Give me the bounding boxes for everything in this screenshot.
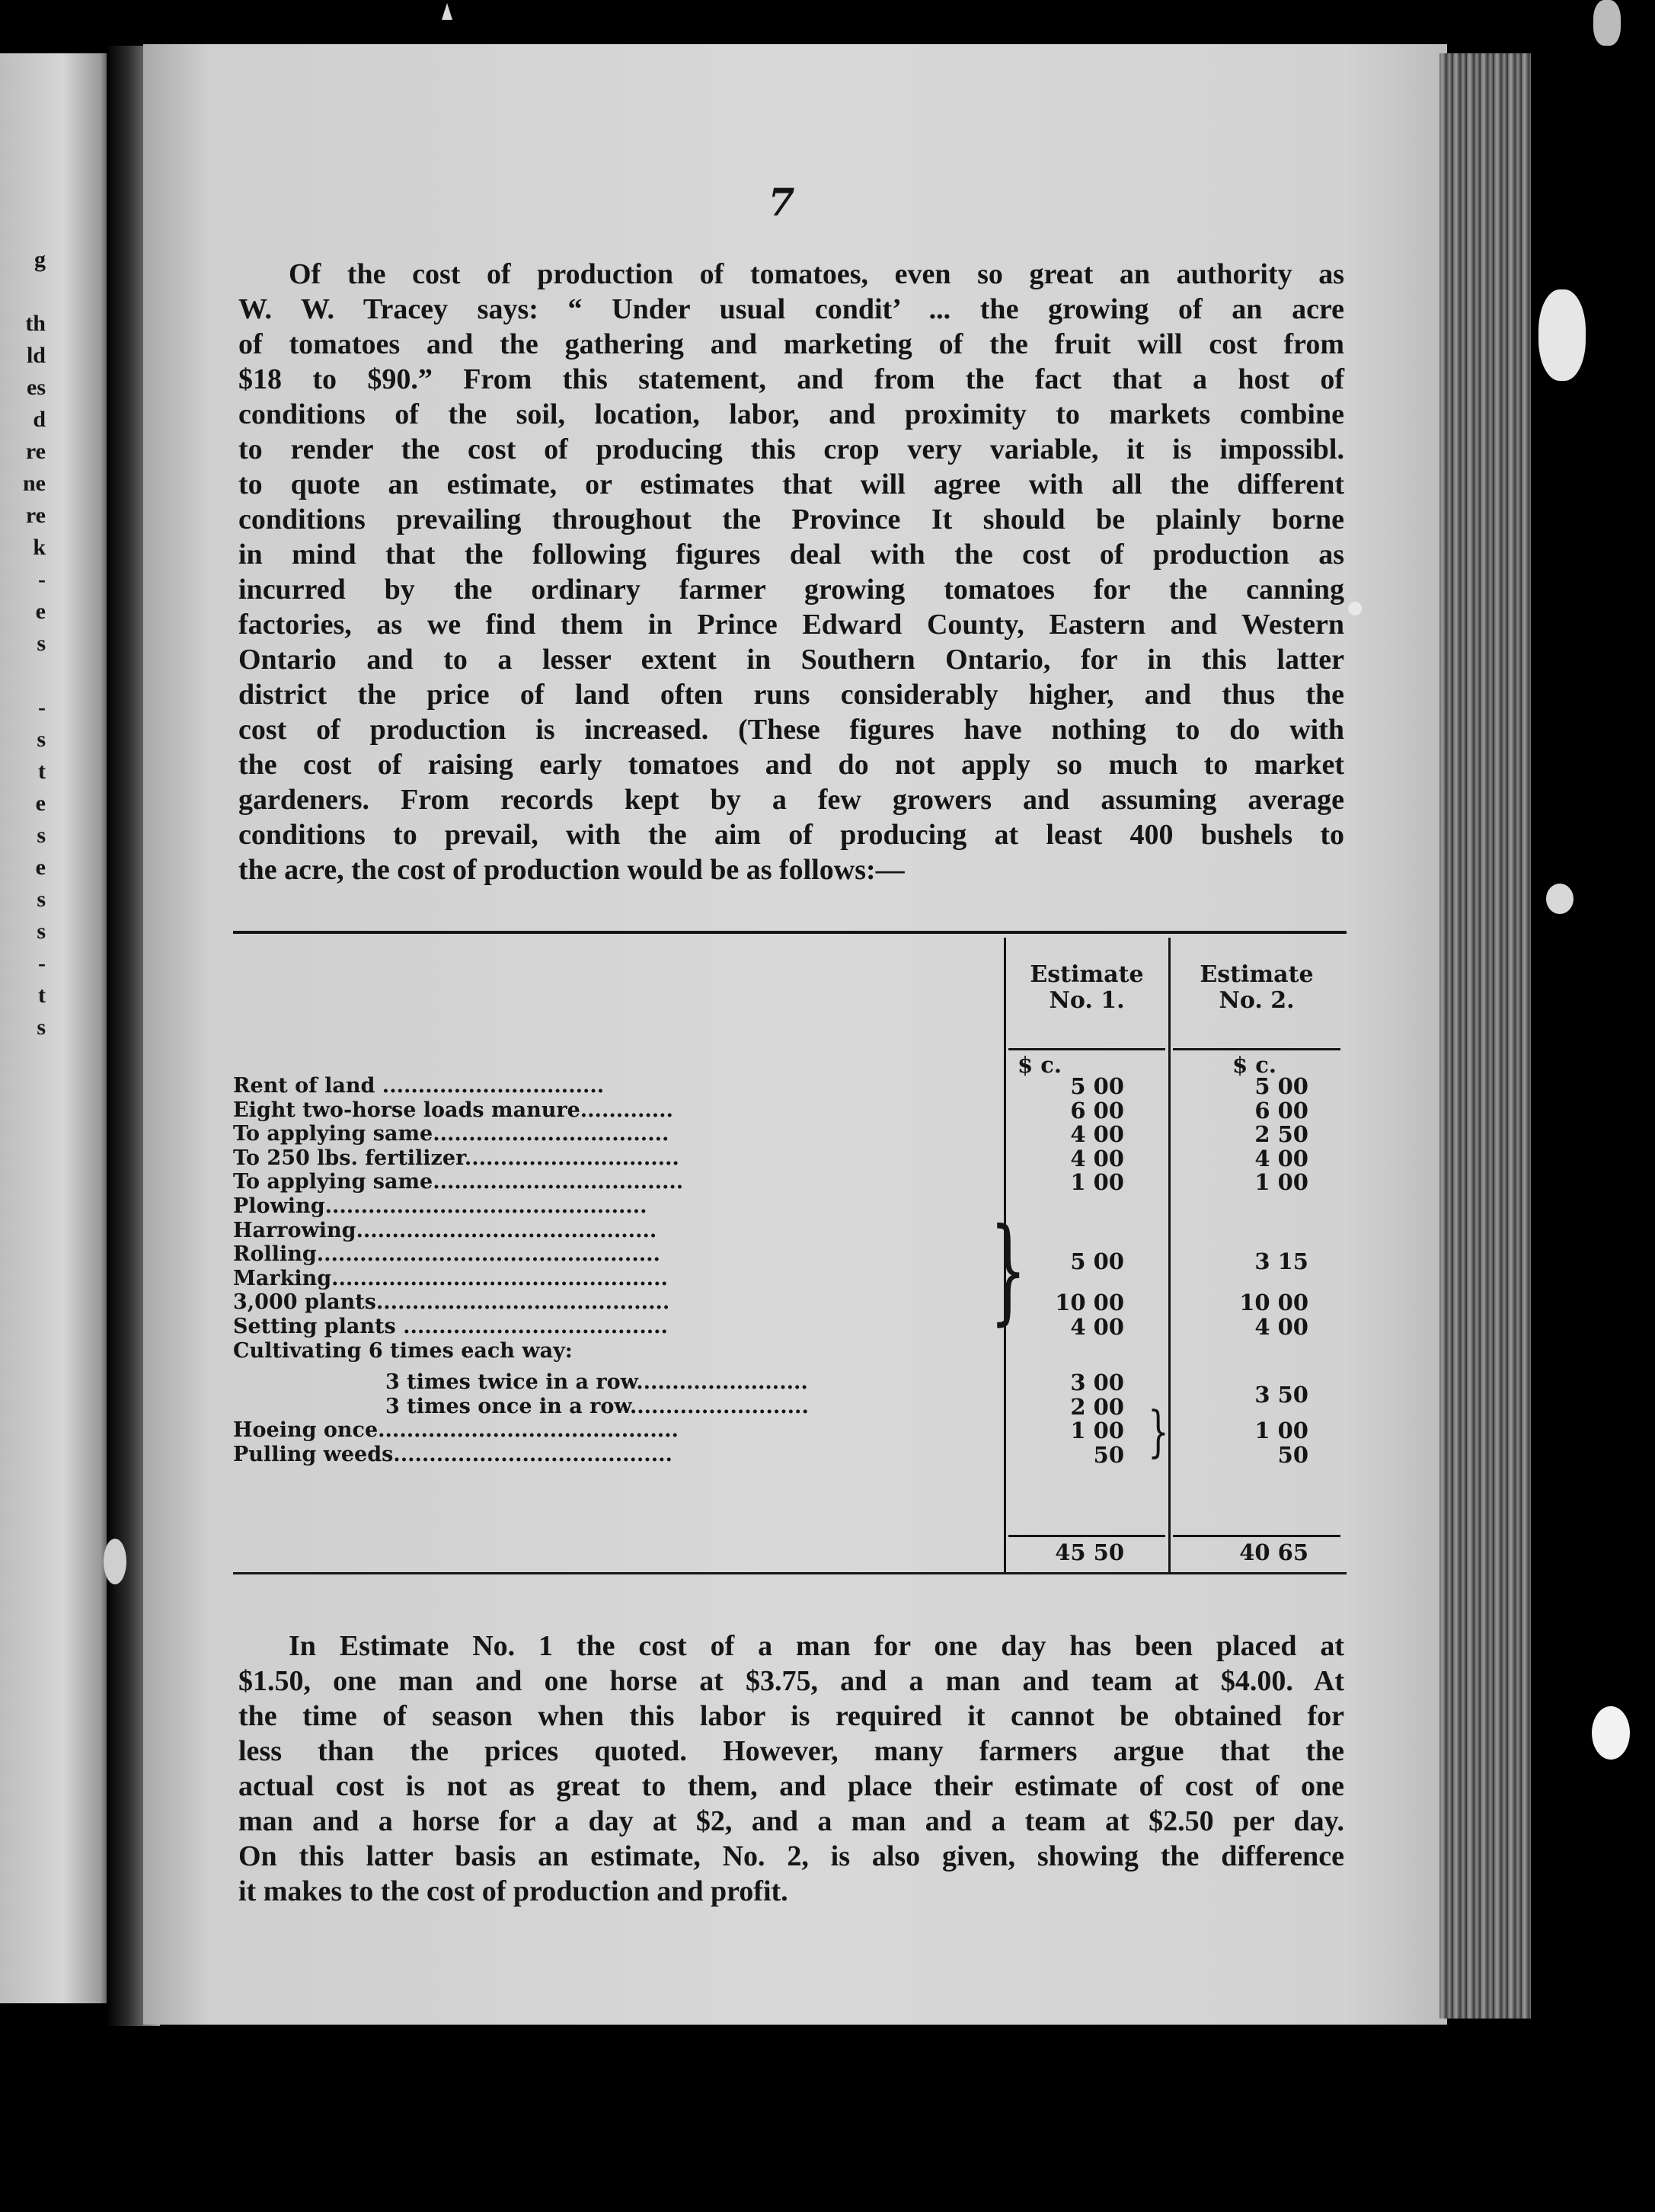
text-line: $18 to $90.” From this statement, and from the fact that a host of (238, 363, 1344, 395)
estimate-2-value: 5 00 (1254, 1073, 1308, 1099)
text-line: conditions to prevail, with the aim of producing at least 400 bushels to (238, 819, 1344, 851)
estimate-1-value: 4 00 (1070, 1314, 1124, 1340)
text-line: gardeners. From records kept by a few growers and assuming average (238, 784, 1344, 816)
text-line: Of the cost of production of tomatoes, even so great an authority as (289, 258, 1344, 290)
unit-label: $ c. (1018, 1052, 1062, 1078)
estimate-1-value: 4 00 (1070, 1145, 1124, 1172)
estimate-2-value: 10 00 (1239, 1290, 1308, 1316)
estimate-1-value: 50 (1093, 1442, 1124, 1468)
column-header-estimate-1: Estimate No. 1. (1030, 961, 1144, 1014)
estimate-2-value: 6 00 (1254, 1097, 1308, 1124)
margin-fragment: t (38, 983, 46, 1008)
row-label: Hoeing once.......................................... (233, 1418, 679, 1443)
text-line: factories, as we find them in Prince Edward County, Eastern and Western (238, 609, 1344, 641)
estimate-1-value: 6 00 (1070, 1097, 1124, 1124)
text-line: actual cost is not as great to them, and place their estimate of cost of one (238, 1770, 1344, 1802)
text-line: the time of season when this labor is required it cannot be obtained for (238, 1700, 1344, 1732)
row-label: Cultivating 6 times each way: (233, 1338, 573, 1363)
estimate-1-value: 1 00 (1070, 1169, 1124, 1196)
facing-page-fragments (0, 244, 46, 1044)
text-line: district the price of land often runs considerably higher, and thus the (238, 679, 1344, 711)
row-label: To applying same................................... (233, 1170, 684, 1194)
text-line: $1.50, one man and one horse at $3.75, and a man and team at $4.00. At (238, 1665, 1344, 1697)
row-label: Harrowing.......................................... (233, 1218, 657, 1242)
text-line: incurred by the ordinary farmer growing tomatoes for the canning (238, 574, 1344, 606)
scan-mark (442, 3, 452, 20)
margin-fragment: e (35, 791, 46, 816)
margin-fragment: - (38, 951, 46, 976)
intro-paragraph (238, 257, 1344, 887)
margin-fragment: s (37, 919, 46, 944)
estimate-explanation-paragraph (238, 1629, 1344, 1909)
estimate-2-value: 4 00 (1254, 1314, 1308, 1340)
text-line: to quote an estimate, or estimates that will agree with all the different (238, 468, 1344, 500)
total-rule (1008, 1535, 1165, 1537)
margin-fragment: ne (23, 471, 46, 496)
scan-speck (1593, 0, 1621, 46)
table-top-rule (233, 931, 1347, 934)
text-line: in mind that the following figures deal with the cost of production as (238, 539, 1344, 571)
text-line: On this latter basis an estimate, No. 2, is also given, showing the difference (238, 1840, 1344, 1872)
text-line: man and a horse for a day at $2, and a man and a team at $2.50 per day. (238, 1805, 1344, 1837)
text-line: to render the cost of producing this crop very variable, it is impossibl. (238, 433, 1344, 465)
margin-fragment: s (37, 887, 46, 912)
row-label: Pulling weeds....................................... (233, 1443, 673, 1466)
text-line: less than the prices quoted. However, many farmers argue that the (238, 1735, 1344, 1767)
row-label: 3 times twice in a row........................ (385, 1370, 808, 1395)
margin-fragment: d (33, 407, 46, 432)
row-label: Marking............................................... (233, 1266, 668, 1290)
margin-fragment: - (38, 695, 46, 720)
margin-fragment: t (38, 759, 46, 784)
text-line: cost of production is increased. (These figures have nothing to do with (238, 714, 1344, 746)
margin-fragment: re (25, 503, 46, 528)
page-edges-stack (1439, 53, 1531, 2019)
text-line: of tomatoes and the gathering and marketing of the fruit will cost from (238, 328, 1344, 360)
margin-fragment: e (35, 855, 46, 880)
table-bottom-rule (233, 1572, 1347, 1574)
header-rule (1008, 1048, 1165, 1050)
estimate-2-value: 3 15 (1254, 1248, 1308, 1274)
margin-fragment: g (34, 247, 46, 272)
row-label: Rent of land ............................... (233, 1074, 605, 1098)
text-line: conditions prevailing throughout the Province It should be plainly borne (238, 503, 1344, 535)
estimate-1-value: 10 00 (1055, 1290, 1124, 1316)
scan-speck (1592, 1706, 1630, 1760)
estimate-1-value: 4 00 (1070, 1121, 1124, 1148)
text-line: In Estimate No. 1 the cost of a man for one day has been placed at (289, 1630, 1344, 1662)
row-label: 3,000 plants......................................... (233, 1290, 670, 1315)
estimate-2-value: 4 00 (1254, 1145, 1308, 1172)
column-header-estimate-2: Estimate No. 2. (1200, 961, 1314, 1014)
row-label: To 250 lbs. fertilizer.............................. (233, 1146, 679, 1170)
margin-fragment: s (37, 823, 46, 848)
column-divider (1168, 938, 1171, 1574)
total-estimate-1: 45 50 (1055, 1539, 1124, 1565)
total-estimate-2: 40 65 (1239, 1539, 1308, 1565)
margin-fragment: re (25, 439, 46, 464)
margin-fragment (0, 660, 46, 692)
margin-fragment: th (25, 311, 46, 336)
margin-fragment: e (35, 599, 46, 624)
scan-speck (1538, 289, 1586, 381)
margin-fragment: es (27, 375, 46, 400)
text-line: W. W. Tracey says: “ Under usual condit’ ... the growing of an acre (238, 293, 1344, 325)
row-label: Rolling................................................ (233, 1242, 660, 1267)
estimate-2-value: 3 50 (1254, 1382, 1308, 1408)
estimate-2-value: 1 00 (1254, 1418, 1308, 1444)
estimate-2-value: 2 50 (1254, 1121, 1308, 1148)
brace-operations: } (989, 1204, 1027, 1337)
estimate-1-value: 1 00 (1070, 1418, 1124, 1444)
unit-label: $ c. (1232, 1052, 1277, 1078)
text-line: conditions of the soil, location, labor, and proximity to markets combine (238, 398, 1344, 430)
text-line: the acre, the cost of production would be as follows:— (238, 854, 905, 886)
row-label: Plowing............................................. (233, 1194, 647, 1218)
estimate-2-value: 50 (1277, 1442, 1308, 1468)
text-line: it makes to the cost of production and profit. (238, 1875, 788, 1907)
row-label: 3 times once in a row......................... (385, 1394, 809, 1418)
page-number: 7 (768, 180, 795, 225)
total-rule (1173, 1535, 1340, 1537)
estimate-1-value: 5 00 (1070, 1248, 1124, 1274)
margin-fragment: s (37, 1015, 46, 1040)
margin-fragment: - (38, 567, 46, 592)
estimate-1-value: 3 00 (1070, 1370, 1124, 1396)
margin-fragment (0, 276, 46, 308)
margin-fragment: k (33, 535, 46, 560)
scan-speck (1348, 602, 1362, 615)
margin-fragment: ld (26, 343, 46, 368)
scan-speck (1546, 884, 1574, 914)
margin-fragment: s (37, 727, 46, 752)
text-line: the cost of raising early tomatoes and do not apply so much to market (238, 749, 1344, 781)
cost-estimate-table (233, 924, 1347, 1579)
estimate-2-value: 1 00 (1254, 1169, 1308, 1196)
estimate-1-value: 2 00 (1070, 1393, 1124, 1420)
row-label: To applying same................................. (233, 1122, 669, 1146)
text-line: Ontario and to a lesser extent in Southern Ontario, for in this latter (238, 644, 1344, 676)
row-label: Eight two-horse loads manure............. (233, 1098, 673, 1122)
scan-speck (104, 1539, 126, 1584)
row-label: Setting plants ..................................... (233, 1315, 668, 1338)
brace-cultivating: } (1148, 1399, 1169, 1463)
margin-fragment: s (37, 631, 46, 656)
estimate-1-value: 5 00 (1070, 1073, 1124, 1099)
header-rule (1173, 1048, 1340, 1050)
